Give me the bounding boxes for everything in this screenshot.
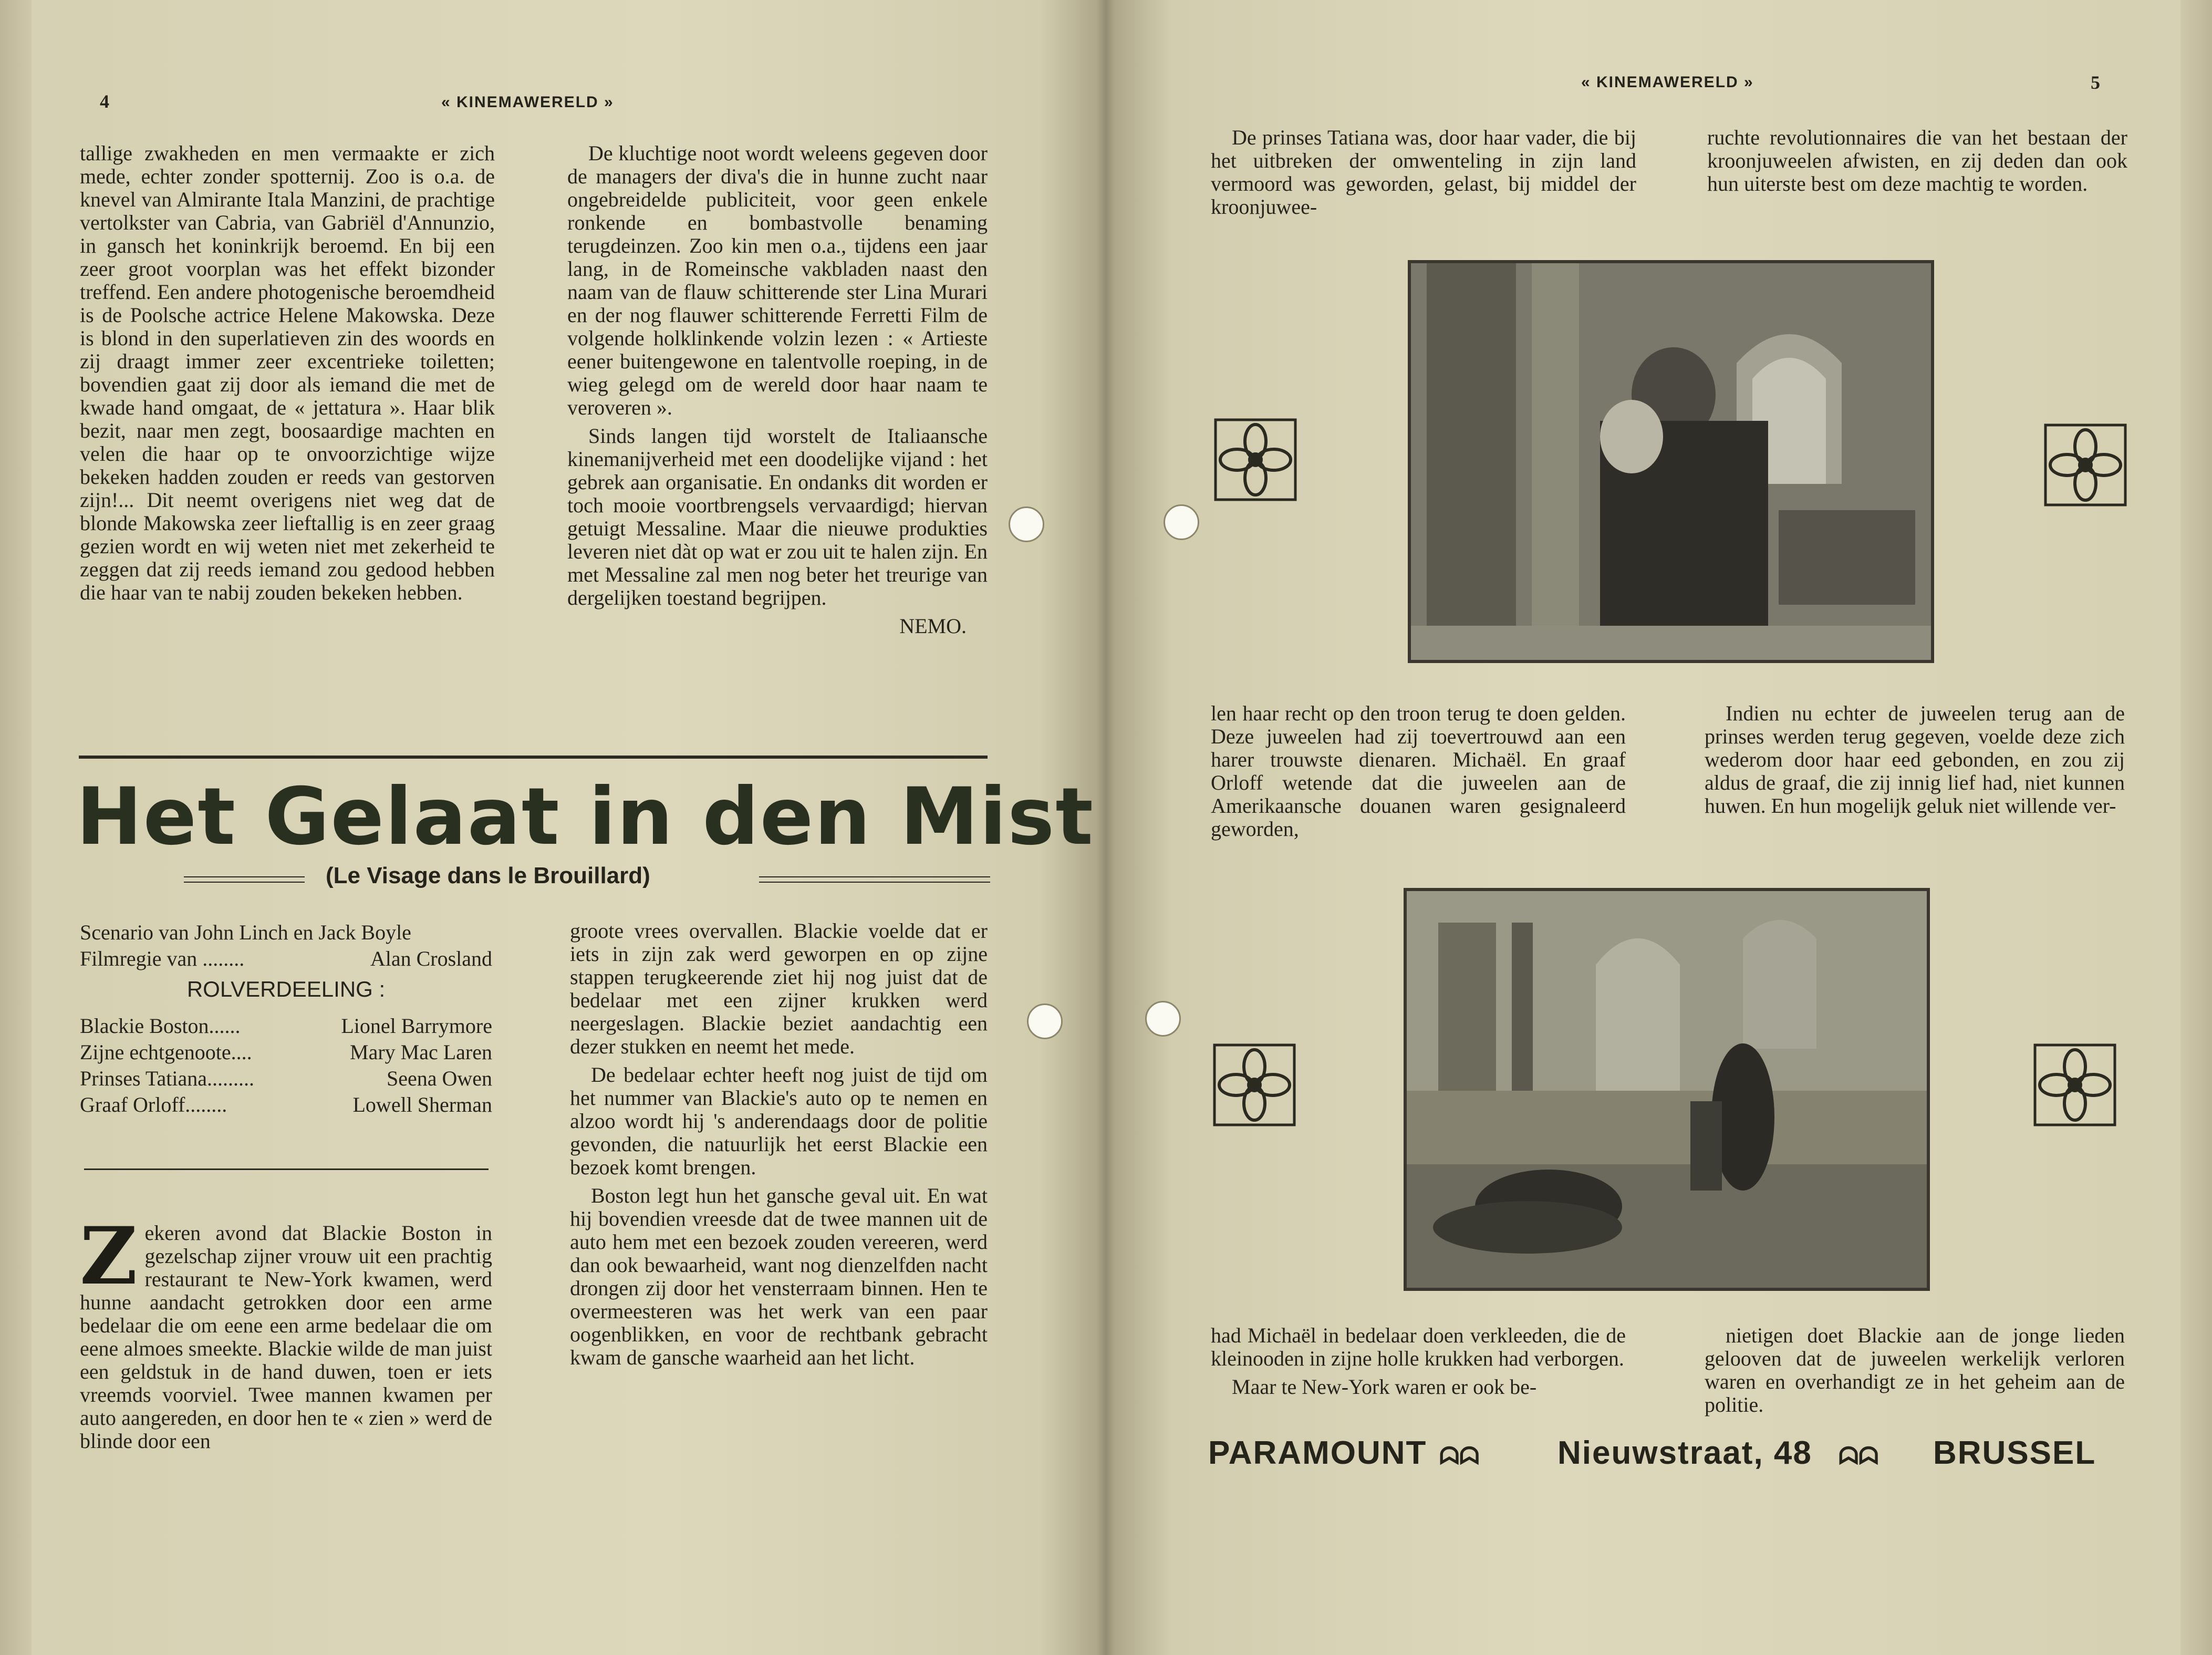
running-header-left: « KINEMAWERELD »: [441, 94, 614, 111]
drop-cap: Z: [80, 1210, 138, 1302]
film-still-photo-2: [1404, 888, 1930, 1291]
story-text: ekeren avond dat Blackie Boston in gezelschap zijner vrouw uit een prachtig restaurant te New-York kwamen, werd hunne aandacht getrokken door een arme bedelaar die om eene een arme bedelaar die om eene almoes smeekte. Blackie wilde de man juist een geldstuk in de hand duwen, toen er iets vreemds voorviel. Twee mannen kwamen per auto aangereden, en door hen te « zien » werd de blinde door een: [80, 1221, 492, 1453]
footer-paramount: PARAMOUNT: [1208, 1435, 1427, 1471]
rolverdeeling-title: ROLVERDEELING :: [186, 977, 386, 1001]
running-header-right: « KINEMAWERELD »: [1581, 74, 1754, 91]
cast-row: [80, 1092, 492, 1118]
rosette-ornament: [2033, 1043, 2117, 1127]
paragraph: nietigen doet Blackie aan de jonge lieden gelooven dat de juweelen werkelijk verloren waren en overhandigt ze in het geheim aan de politie.: [1705, 1323, 2125, 1416]
cast-row: [80, 1013, 492, 1039]
cast-role: Graaf Orloff........: [80, 1093, 227, 1116]
paragraph: Boston legt hun het gansche geval uit. En wat hij bovendien vreesde dat de twee mannen uit de auto hem met een bezoek zouden vereeren, werd dan ook bewaarheid, want nog dienzelfden nacht drongen zij door het vensterraam binnen. Hen te overmeesteren was het werk van een paar oogenblikken, en voor de rechtbank gebracht kwam de gansche waarheid aan het licht.: [570, 1184, 988, 1369]
paragraph: ruchte revolutionnaires die van het bestaan der kroonjuweelen afwisten, en zij deden dan ook hun uiterste best om deze machtig te worden.: [1707, 126, 2127, 195]
right-mid-col1: [1211, 702, 1626, 846]
paragraph: had Michaël in bedelaar doen verkleeden, die de kleinooden in zijne holle krukken had verborgen.: [1211, 1323, 1626, 1370]
right-bot-col1: [1211, 1324, 1626, 1404]
cast-actor: Lowell Sherman: [352, 1093, 492, 1116]
subtitle-rule-left: [184, 876, 305, 883]
credits-block: [80, 919, 492, 1118]
footer-ornament: ᗣᗣ: [1439, 1443, 1480, 1470]
rosette-ornament: [1212, 1043, 1296, 1127]
cast-role: Blackie Boston......: [80, 1014, 241, 1038]
cast-actor: Mary Mac Laren: [350, 1040, 492, 1064]
footer-ornament: ᗣᗣ: [1839, 1443, 1879, 1470]
film-still-photo: [1408, 260, 1934, 663]
paragraph: Maar te New-York waren er ook be-: [1232, 1375, 1537, 1399]
cast-role: Prinses Tatiana.........: [80, 1067, 254, 1090]
paragraph: De bedelaar echter heeft nog juist de tijd om het nummer van Blackie's auto op te nemen en alzoo wordt hij 's anderendaags door de politie gevonden, die natuurlijk het eerst Blackie een bezoek komt brengen.: [570, 1063, 988, 1179]
film-still-image: [1411, 263, 1931, 660]
rosette-ornament: [1213, 418, 1297, 502]
binder-hole: [1027, 1004, 1063, 1039]
right-bot-col2: [1705, 1324, 2125, 1422]
subtitle-rule-right: [759, 876, 990, 883]
cast-role: Zijne echtgenoote....: [80, 1040, 252, 1064]
right-top-col1: [1211, 126, 1636, 224]
rosette-ornament: [2043, 423, 2127, 507]
story-col1: [80, 1210, 492, 1453]
paragraph: De prinses Tatiana was, door haar vader, die bij het uitbreken der omwenteling in zijn land vermoord was geworden, gelast, bij middel der kroonjuwee-: [1211, 126, 1636, 219]
cast-actor: Lionel Barrymore: [341, 1014, 492, 1038]
binder-hole: [1009, 506, 1044, 542]
credits-rule: [84, 1168, 489, 1170]
paragraph: Sinds langen tijd worstelt de Italiaansche kinemanijverheid met een doodelijke vijand : het gebrek aan organisatie. En ondanks dit worden er toch mooie voortbrengsels vervaardigd; hiervan getuigt Messaline. Maar die nieuwe produkties leveren niet dàt op wat er zou uit te halen zijn. En met Messaline zal men nog beter het treurige van dergelijken toestand begrijpen.: [567, 424, 988, 609]
section-rule: [79, 756, 988, 759]
page-number-right: 5: [2091, 72, 2100, 93]
page-number-left: 4: [100, 91, 109, 112]
article-title: Het Gelaat in den Mist: [76, 771, 1095, 863]
filmregie-line: [80, 946, 492, 972]
right-top-col2: [1707, 126, 2127, 201]
right-mid-col2: [1705, 702, 2125, 823]
film-still-image-2: [1407, 891, 1927, 1288]
cast-row: [80, 1066, 492, 1092]
right-page-edge: [2180, 0, 2212, 1655]
article-subtitle: (Le Visage dans le Brouillard): [326, 863, 650, 888]
left-col1-text: [80, 142, 495, 609]
footer-city: BRUSSEL: [1933, 1435, 2096, 1471]
left-page-edge: [0, 0, 32, 1655]
cast-actor: Seena Owen: [386, 1067, 492, 1090]
paragraph: len haar recht op den troon terug te doen gelden. Deze juweelen had zij toevertrouwd aan een harer trouwste dienaren. Michaël. En graaf Orloff wetende dat die juweelen aan de Amerikaansche douanen waren gesignaleerd geworden,: [1211, 701, 1626, 841]
binder-hole: [1145, 1001, 1181, 1037]
left-col2-text: [567, 142, 988, 638]
paragraph: tallige zwakheden en men vermaakte er zich mede, echter zonder spotternij. Zoo is o.a. de knevel van Almirante Itala Manzini, de prachtige vertolkster van Cabria, van Gabriël d'Annunzio, in gansch het koninkrijk beroemd. En bij een zeer groot voorplan was het effekt bizonder treffend. Een andere photogenische beroemdheid is de Poolsche actrice Helene Makowska. Deze is blond in den superlatieven zin des woords en zij draagt immer zeer excentrieke toiletten; bovendien gaat zij door als iemand die met de kwade hand omgaat, de « jettatura ». Haar blik bezit, naar men zegt, boosaardige machten en velen die haar op te onvoorzichtige wijze bekeken hadden zouden er reeds van gestorven zijn!... Dit neemt overigens niet weg dat de blonde Makowska zeer lieftallig is en zeer graag gezien wordt en wij weten niet met zekerheid te zeggen dat zij reeds iemand zou gedood hebben die haar van te nabij zouden bekeken hebben.: [80, 141, 495, 604]
binder-hole: [1164, 504, 1199, 540]
paragraph: Indien nu echter de juweelen terug aan de prinses werden terug gegeven, voelde deze zich wederom door haar eed gebonden, en zou zij aldus de graaf, die zij innig lief had, niet kunnen huwen. En hun mogelijk geluk niet willende ver-: [1705, 701, 2125, 818]
footer-address: Nieuwstraat, 48: [1557, 1435, 1812, 1471]
signature: NEMO.: [899, 614, 967, 638]
story-col2: [570, 919, 988, 1374]
scenario-line: Scenario van John Linch en Jack Boyle: [80, 920, 411, 944]
paragraph: De kluchtige noot wordt weleens gegeven door de managers der diva's die in hunne zucht naar ongebreidelde publiciteit, voor geen enkele ronkende en bombastvolle benaming terugdeinzen. Zoo kin men o.a., tijdens een jaar lang, in de Romeinsche vakbladen naast den naam van de flauw schitterende ster Lina Murari en der nog flauwer schitterende Ferretti Film de volgende holklinkende volzin lezen : « Artieste eener buitengewone en talentvolle roeping, in de wieg gelegd om de wereld door haar naam te veroveren ».: [567, 141, 988, 419]
cast-row: [80, 1039, 492, 1066]
paragraph: groote vrees overvallen. Blackie voelde dat er iets in zijn zak werd geworpen en op zijne stappen terugkeerende ziet hij nog juist dat de bedelaar met een zijner krukken werd neergeslagen. Blackie beziet aandachtig een dezer stukken en neemt het mede.: [570, 919, 988, 1058]
filmregie-label: Filmregie van ........: [80, 947, 245, 970]
filmregie-name: Alan Crosland: [370, 947, 492, 970]
